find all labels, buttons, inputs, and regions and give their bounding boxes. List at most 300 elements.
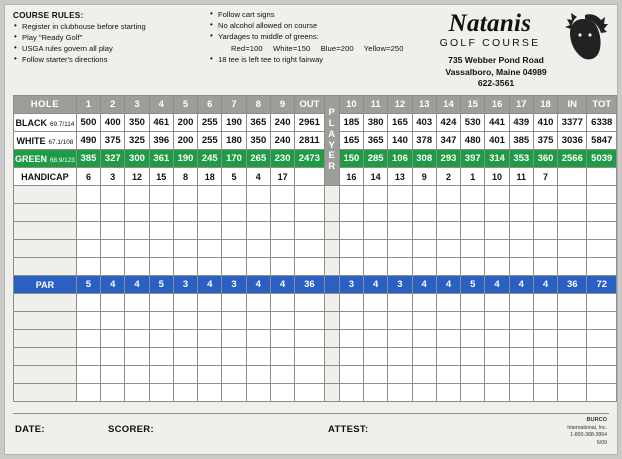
- score-name-cell[interactable]: [14, 312, 77, 330]
- par-cell: 5: [149, 276, 173, 294]
- score-cell[interactable]: [101, 186, 125, 204]
- score-out-cell[interactable]: [295, 384, 324, 402]
- score-cell[interactable]: [388, 204, 412, 222]
- score-cell[interactable]: [125, 186, 149, 204]
- score-out-cell[interactable]: [295, 294, 324, 312]
- score-cell[interactable]: [125, 312, 149, 330]
- score-cell[interactable]: [76, 204, 100, 222]
- score-cell[interactable]: [485, 330, 509, 348]
- player-cell[interactable]: [324, 240, 339, 258]
- score-cell[interactable]: [246, 366, 270, 384]
- score-cell[interactable]: [412, 312, 436, 330]
- score-cell[interactable]: [270, 366, 294, 384]
- score-cell[interactable]: [364, 186, 388, 204]
- par-cell: 4: [533, 276, 557, 294]
- score-cell[interactable]: [125, 384, 149, 402]
- score-cell[interactable]: [101, 294, 125, 312]
- handicap-cell: 3: [101, 168, 125, 186]
- score-cell[interactable]: [339, 240, 363, 258]
- score-cell[interactable]: [485, 312, 509, 330]
- score-entry-row[interactable]: [14, 222, 617, 240]
- score-cell[interactable]: [364, 312, 388, 330]
- yardage-cell: 350: [246, 132, 270, 150]
- score-cell[interactable]: [461, 366, 485, 384]
- score-total-cell[interactable]: [587, 240, 617, 258]
- score-cell[interactable]: [485, 222, 509, 240]
- score-entry-row[interactable]: [14, 330, 617, 348]
- score-cell[interactable]: [509, 204, 533, 222]
- score-cell[interactable]: [436, 384, 460, 402]
- score-cell[interactable]: [173, 258, 197, 276]
- score-cell[interactable]: [436, 348, 460, 366]
- score-cell[interactable]: [222, 294, 246, 312]
- score-cell[interactable]: [222, 384, 246, 402]
- score-cell[interactable]: [461, 222, 485, 240]
- score-in-cell[interactable]: [558, 330, 587, 348]
- score-cell[interactable]: [173, 384, 197, 402]
- score-cell[interactable]: [533, 312, 557, 330]
- score-cell[interactable]: [436, 258, 460, 276]
- score-cell[interactable]: [388, 240, 412, 258]
- score-cell[interactable]: [125, 258, 149, 276]
- score-cell[interactable]: [509, 384, 533, 402]
- score-cell[interactable]: [101, 222, 125, 240]
- score-cell[interactable]: [270, 294, 294, 312]
- score-cell[interactable]: [246, 312, 270, 330]
- score-cell[interactable]: [412, 222, 436, 240]
- score-cell[interactable]: [339, 384, 363, 402]
- score-name-cell[interactable]: [14, 222, 77, 240]
- score-cell[interactable]: [125, 366, 149, 384]
- score-cell[interactable]: [222, 186, 246, 204]
- score-cell[interactable]: [270, 222, 294, 240]
- header-out: OUT: [295, 96, 324, 114]
- score-out-cell[interactable]: [295, 258, 324, 276]
- score-cell[interactable]: [222, 204, 246, 222]
- score-cell[interactable]: [198, 294, 222, 312]
- score-cell[interactable]: [509, 222, 533, 240]
- address-line-2: Vassalboro, Maine 04989: [445, 66, 547, 77]
- score-cell[interactable]: [339, 294, 363, 312]
- score-cell[interactable]: [149, 240, 173, 258]
- score-cell[interactable]: [533, 384, 557, 402]
- score-cell[interactable]: [364, 330, 388, 348]
- score-cell[interactable]: [509, 240, 533, 258]
- score-cell[interactable]: [101, 240, 125, 258]
- score-cell[interactable]: [149, 186, 173, 204]
- score-cell[interactable]: [485, 348, 509, 366]
- score-cell[interactable]: [76, 366, 100, 384]
- printer-company: International, Inc.: [567, 424, 607, 431]
- score-name-cell[interactable]: [14, 384, 77, 402]
- score-cell[interactable]: [101, 384, 125, 402]
- score-cell[interactable]: [339, 222, 363, 240]
- score-cell[interactable]: [149, 348, 173, 366]
- score-cell[interactable]: [76, 348, 100, 366]
- score-cell[interactable]: [436, 204, 460, 222]
- score-out-cell[interactable]: [295, 330, 324, 348]
- score-cell[interactable]: [149, 384, 173, 402]
- score-cell[interactable]: [173, 294, 197, 312]
- score-cell[interactable]: [509, 294, 533, 312]
- score-cell[interactable]: [412, 348, 436, 366]
- score-cell[interactable]: [101, 258, 125, 276]
- score-cell[interactable]: [149, 312, 173, 330]
- score-cell[interactable]: [533, 366, 557, 384]
- score-out-cell[interactable]: [295, 348, 324, 366]
- score-cell[interactable]: [364, 204, 388, 222]
- score-name-cell[interactable]: [14, 330, 77, 348]
- score-cell[interactable]: [246, 384, 270, 402]
- yardage-out: 2811: [295, 132, 324, 150]
- score-total-cell[interactable]: [587, 312, 617, 330]
- score-cell[interactable]: [222, 240, 246, 258]
- score-cell[interactable]: [101, 348, 125, 366]
- score-cell[interactable]: [173, 240, 197, 258]
- score-cell[interactable]: [173, 366, 197, 384]
- yardage-cell: 314: [485, 150, 509, 168]
- score-cell[interactable]: [364, 258, 388, 276]
- score-cell[interactable]: [533, 294, 557, 312]
- score-entry-row[interactable]: [14, 240, 617, 258]
- score-cell[interactable]: [388, 186, 412, 204]
- score-total-cell[interactable]: [587, 384, 617, 402]
- score-cell[interactable]: [485, 294, 509, 312]
- score-entry-row[interactable]: [14, 258, 617, 276]
- course-phone: 622-3561: [477, 78, 515, 89]
- player-cell[interactable]: [324, 348, 339, 366]
- score-cell[interactable]: [76, 258, 100, 276]
- score-cell[interactable]: [173, 222, 197, 240]
- score-entry-row[interactable]: [14, 366, 617, 384]
- score-name-cell[interactable]: [14, 240, 77, 258]
- score-cell[interactable]: [533, 204, 557, 222]
- score-cell[interactable]: [125, 204, 149, 222]
- score-cell[interactable]: [509, 312, 533, 330]
- score-cell[interactable]: [101, 366, 125, 384]
- score-cell[interactable]: [270, 204, 294, 222]
- score-cell[interactable]: [436, 222, 460, 240]
- score-cell[interactable]: [364, 348, 388, 366]
- yardage-cell: 365: [364, 132, 388, 150]
- score-name-cell[interactable]: [14, 204, 77, 222]
- score-cell[interactable]: [222, 222, 246, 240]
- score-name-cell[interactable]: [14, 348, 77, 366]
- score-cell[interactable]: [509, 186, 533, 204]
- score-cell[interactable]: [364, 294, 388, 312]
- score-cell[interactable]: [533, 330, 557, 348]
- score-cell[interactable]: [485, 366, 509, 384]
- header-hole-16: 16: [485, 96, 509, 114]
- score-entry-row[interactable]: [14, 348, 617, 366]
- score-cell[interactable]: [461, 258, 485, 276]
- score-entry-row[interactable]: [14, 312, 617, 330]
- score-cell[interactable]: [173, 186, 197, 204]
- score-cell[interactable]: [198, 384, 222, 402]
- score-cell[interactable]: [412, 186, 436, 204]
- score-cell[interactable]: [339, 366, 363, 384]
- score-cell[interactable]: [222, 348, 246, 366]
- score-in-cell[interactable]: [558, 222, 587, 240]
- score-cell[interactable]: [436, 294, 460, 312]
- score-cell[interactable]: [198, 330, 222, 348]
- score-cell[interactable]: [76, 222, 100, 240]
- score-total-cell[interactable]: [587, 258, 617, 276]
- score-total-cell[interactable]: [587, 222, 617, 240]
- score-cell[interactable]: [198, 312, 222, 330]
- score-entry-row[interactable]: [14, 384, 617, 402]
- score-cell[interactable]: [461, 204, 485, 222]
- score-cell[interactable]: [461, 240, 485, 258]
- par-cell: 4: [364, 276, 388, 294]
- score-cell[interactable]: [222, 312, 246, 330]
- score-cell[interactable]: [436, 330, 460, 348]
- score-cell[interactable]: [364, 366, 388, 384]
- player-cell[interactable]: [324, 330, 339, 348]
- score-cell[interactable]: [246, 258, 270, 276]
- score-out-cell[interactable]: [295, 186, 324, 204]
- score-cell[interactable]: [173, 330, 197, 348]
- score-cell[interactable]: [222, 366, 246, 384]
- score-cell[interactable]: [412, 384, 436, 402]
- header-hole-3: 3: [125, 96, 149, 114]
- score-cell[interactable]: [533, 240, 557, 258]
- score-cell[interactable]: [436, 366, 460, 384]
- score-cell[interactable]: [436, 312, 460, 330]
- score-cell[interactable]: [412, 366, 436, 384]
- score-cell[interactable]: [76, 312, 100, 330]
- score-cell[interactable]: [198, 222, 222, 240]
- score-total-cell[interactable]: [587, 330, 617, 348]
- score-cell[interactable]: [509, 330, 533, 348]
- score-total-cell[interactable]: [587, 186, 617, 204]
- score-total-cell[interactable]: [587, 348, 617, 366]
- score-cell[interactable]: [101, 204, 125, 222]
- score-cell[interactable]: [125, 348, 149, 366]
- score-cell[interactable]: [246, 204, 270, 222]
- yardage-cell: 361: [149, 150, 173, 168]
- yardage-cell: 190: [222, 114, 246, 132]
- score-cell[interactable]: [364, 240, 388, 258]
- score-cell[interactable]: [149, 204, 173, 222]
- score-cell[interactable]: [412, 330, 436, 348]
- score-cell[interactable]: [461, 384, 485, 402]
- score-cell[interactable]: [339, 258, 363, 276]
- score-cell[interactable]: [173, 312, 197, 330]
- score-cell[interactable]: [364, 222, 388, 240]
- score-cell[interactable]: [270, 384, 294, 402]
- score-cell[interactable]: [339, 186, 363, 204]
- score-cell[interactable]: [339, 204, 363, 222]
- score-cell[interactable]: [388, 348, 412, 366]
- score-cell[interactable]: [149, 294, 173, 312]
- score-out-cell[interactable]: [295, 204, 324, 222]
- handicap-in-blank: [558, 168, 587, 186]
- yardage-cell: 170: [222, 150, 246, 168]
- score-cell[interactable]: [125, 294, 149, 312]
- score-cell[interactable]: [388, 258, 412, 276]
- score-cell[interactable]: [339, 348, 363, 366]
- score-out-cell[interactable]: [295, 312, 324, 330]
- score-in-cell[interactable]: [558, 348, 587, 366]
- score-cell[interactable]: [76, 186, 100, 204]
- score-out-cell[interactable]: [295, 240, 324, 258]
- score-cell[interactable]: [246, 186, 270, 204]
- score-cell[interactable]: [76, 294, 100, 312]
- score-in-cell[interactable]: [558, 204, 587, 222]
- score-cell[interactable]: [246, 240, 270, 258]
- yardage-cell: 180: [222, 132, 246, 150]
- header-hole-4: 4: [149, 96, 173, 114]
- scorecard-table: [13, 95, 617, 402]
- score-cell[interactable]: [485, 258, 509, 276]
- yardage-cell: 347: [436, 132, 460, 150]
- score-cell[interactable]: [509, 258, 533, 276]
- player-cell[interactable]: [324, 258, 339, 276]
- score-out-cell[interactable]: [295, 366, 324, 384]
- par-cell: 5: [461, 276, 485, 294]
- score-cell[interactable]: [485, 186, 509, 204]
- score-cell[interactable]: [149, 330, 173, 348]
- score-cell[interactable]: [436, 240, 460, 258]
- score-in-cell[interactable]: [558, 240, 587, 258]
- score-cell[interactable]: [485, 384, 509, 402]
- player-cell[interactable]: [324, 222, 339, 240]
- score-cell[interactable]: [485, 240, 509, 258]
- score-cell[interactable]: [101, 312, 125, 330]
- score-name-cell[interactable]: [14, 258, 77, 276]
- score-cell[interactable]: [270, 240, 294, 258]
- score-cell[interactable]: [198, 186, 222, 204]
- score-cell[interactable]: [533, 222, 557, 240]
- score-cell[interactable]: [388, 222, 412, 240]
- score-cell[interactable]: [149, 222, 173, 240]
- score-cell[interactable]: [246, 330, 270, 348]
- score-cell[interactable]: [339, 312, 363, 330]
- score-out-cell[interactable]: [295, 222, 324, 240]
- par-label: PAR: [14, 276, 77, 294]
- score-cell[interactable]: [173, 348, 197, 366]
- score-in-cell[interactable]: [558, 312, 587, 330]
- score-in-cell[interactable]: [558, 366, 587, 384]
- score-cell[interactable]: [270, 312, 294, 330]
- score-entry-row[interactable]: [14, 204, 617, 222]
- score-cell[interactable]: [461, 294, 485, 312]
- score-in-cell[interactable]: [558, 294, 587, 312]
- score-cell[interactable]: [270, 330, 294, 348]
- score-total-cell[interactable]: [587, 366, 617, 384]
- header-hole-1: 1: [76, 96, 100, 114]
- score-cell[interactable]: [388, 294, 412, 312]
- score-cell[interactable]: [222, 330, 246, 348]
- player-cell[interactable]: [324, 204, 339, 222]
- score-cell[interactable]: [125, 240, 149, 258]
- tee-row-green: [14, 150, 617, 168]
- score-cell[interactable]: [76, 330, 100, 348]
- score-cell[interactable]: [461, 330, 485, 348]
- yardage-out: 2473: [295, 150, 324, 168]
- score-cell[interactable]: [485, 204, 509, 222]
- score-cell[interactable]: [246, 294, 270, 312]
- score-cell[interactable]: [412, 258, 436, 276]
- yardage-blue: Blue=200: [320, 43, 354, 53]
- score-cell[interactable]: [76, 384, 100, 402]
- score-name-cell[interactable]: [14, 366, 77, 384]
- score-cell[interactable]: [198, 204, 222, 222]
- score-cell[interactable]: [461, 186, 485, 204]
- score-cell[interactable]: [533, 186, 557, 204]
- score-cell[interactable]: [533, 348, 557, 366]
- score-in-cell[interactable]: [558, 186, 587, 204]
- player-cell[interactable]: [324, 186, 339, 204]
- score-cell[interactable]: [173, 204, 197, 222]
- score-cell[interactable]: [339, 330, 363, 348]
- score-cell[interactable]: [198, 258, 222, 276]
- player-cell[interactable]: [324, 384, 339, 402]
- score-cell[interactable]: [412, 204, 436, 222]
- score-cell[interactable]: [149, 366, 173, 384]
- yardage-cell: 200: [173, 114, 197, 132]
- player-cell[interactable]: [324, 312, 339, 330]
- score-cell[interactable]: [125, 330, 149, 348]
- handicap-cell: 7: [533, 168, 557, 186]
- printer-phone: 1-800-388-3864: [570, 432, 607, 439]
- score-cell[interactable]: [270, 258, 294, 276]
- score-cell[interactable]: [270, 186, 294, 204]
- handicap-cell: 14: [364, 168, 388, 186]
- score-cell[interactable]: [533, 258, 557, 276]
- score-cell[interactable]: [364, 384, 388, 402]
- score-name-cell[interactable]: [14, 294, 77, 312]
- score-cell[interactable]: [76, 240, 100, 258]
- yardage-cell: 385: [76, 150, 100, 168]
- score-cell[interactable]: [246, 222, 270, 240]
- score-cell[interactable]: [509, 366, 533, 384]
- score-cell[interactable]: [246, 348, 270, 366]
- score-in-cell[interactable]: [558, 384, 587, 402]
- score-cell[interactable]: [388, 312, 412, 330]
- score-cell[interactable]: [412, 294, 436, 312]
- score-cell[interactable]: [388, 366, 412, 384]
- score-cell[interactable]: [101, 330, 125, 348]
- score-cell[interactable]: [222, 258, 246, 276]
- yardage-cell: 265: [246, 150, 270, 168]
- score-cell[interactable]: [509, 348, 533, 366]
- score-cell[interactable]: [198, 240, 222, 258]
- score-entry-row[interactable]: [14, 186, 617, 204]
- score-cell[interactable]: [388, 384, 412, 402]
- score-total-cell[interactable]: [587, 204, 617, 222]
- score-cell[interactable]: [388, 330, 412, 348]
- score-cell[interactable]: [125, 222, 149, 240]
- score-entry-row[interactable]: [14, 294, 617, 312]
- player-cell[interactable]: [324, 366, 339, 384]
- score-cell[interactable]: [461, 348, 485, 366]
- score-cell[interactable]: [149, 258, 173, 276]
- score-cell[interactable]: [436, 186, 460, 204]
- score-cell[interactable]: [412, 240, 436, 258]
- score-total-cell[interactable]: [587, 294, 617, 312]
- tee-row-black: [14, 114, 617, 132]
- score-cell[interactable]: [461, 312, 485, 330]
- score-name-cell[interactable]: [14, 186, 77, 204]
- score-cell[interactable]: [198, 366, 222, 384]
- score-in-cell[interactable]: [558, 258, 587, 276]
- score-cell[interactable]: [198, 348, 222, 366]
- player-cell[interactable]: [324, 294, 339, 312]
- score-cell[interactable]: [270, 348, 294, 366]
- yardage-cell: 424: [436, 114, 460, 132]
